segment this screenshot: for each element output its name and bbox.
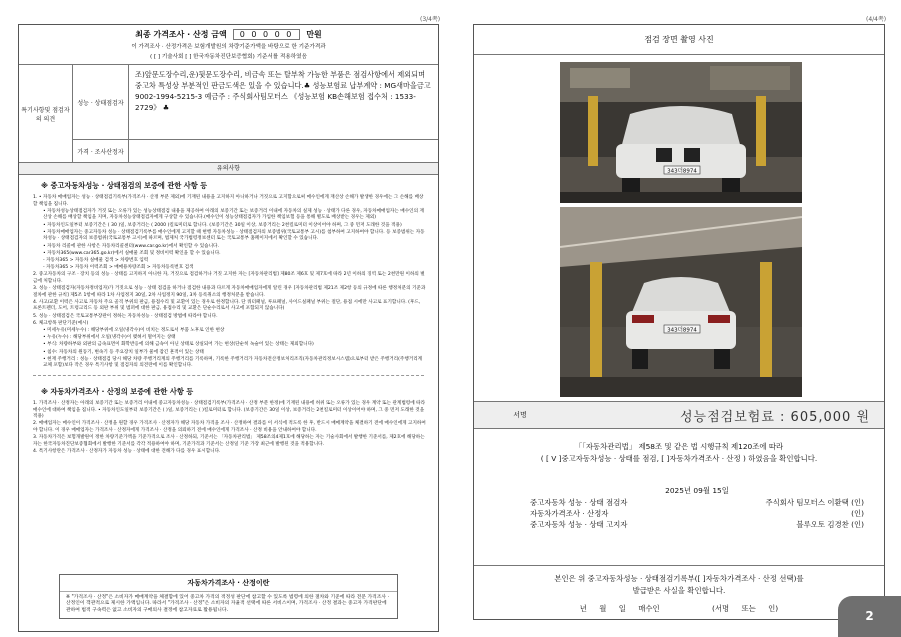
signature-fee-row (474, 401, 884, 429)
list-item: • 누유(누수) : 해당부위에서 오일(냉각수)이 맺혀서 떨어지는 상태 (43, 335, 176, 341)
price-assessor-label: 가격 · 조사산정자 (73, 140, 129, 162)
receipt-line-1: 본인은 위 중고자동차성능 · 상태점검기록부([ ]자동차가격조사 · 산정 선택)를 (554, 574, 804, 583)
list-item: 6. 체크항목 판단기준(예시) (33, 320, 89, 326)
list-item: 3. 자동차가격은 보험개발원이 정한 차량기준가액을 기준가격으로 조사 · 산정하되, 기준서는 「자동차관리법」 제58조의4제1호에 해당하는 자는 기술사회에서 발행한 기준서를, 제2호에 해당하는 자는 한국자동차진단보증협회에서 발행한 기준서를 각각 적용하여야 하며, 기준가격과 기준서는 산정일 기준 가장 최근에 발행된 것을 적용합니다. (33, 435, 425, 447)
inspection-photo-front (560, 62, 802, 203)
basis-line-2: ( [ ] 기술사회 [ ] 한국자동차진단보증협회) 기준서를 적용하였음 (149, 54, 307, 60)
car-front-image (560, 62, 802, 203)
info-box-title: 자동차가격조사 · 산정이란 (60, 575, 397, 592)
inspector-opinion-text: 조)앞문도장수리,운)뒷문도장수리, 비금속 또는 탈부착 가능한 부품은 점검사항에서 제외되며 중고차 특성상 부분적인 판금도색은 있을 수 있습니다.♣ 성능보험료 납부계약 : MG새마을금고 9002-1994-5215-3 예금주 : 주식회사팀모터스 《성능보험 KB손해보험 접수처 : 1533-2729》 ♣ (135, 70, 431, 112)
receipt-line-2: 발급받은 사실을 확인합니다. (632, 586, 726, 595)
list-item: 5. 성능 · 상태점검은 국토교통부장관이 정하는 자동차성능 · 상태점검 방법에 따라야 합니다. (33, 313, 218, 319)
list-item: • 자동차365(www.car365.go.kr)에서 실매물 조회 및 정비이력 확인을 할 수 있습니다. (43, 250, 221, 256)
list-item: 2. 중고자동차의 구조 · 장치 등의 성능 · 상태를 고지하지 아니한 자, 거짓으로 점검하거나 거짓 고지한 자는 [자동차관리법] 제80조 제6호 및 제7호에 따라 2년 이하의 징역 또는 2천만원 이하의 벌금에 처합니다. (33, 272, 425, 284)
signer2-role: 자동차가격조사 · 산정자 (530, 509, 609, 518)
right-document-page (473, 24, 885, 620)
signature-label: 서명 (513, 411, 527, 419)
page-number-badge: 2 (838, 596, 901, 637)
confirmation-line-1: 「「자동차관리법」 제58조 및 같은 법 시행규칙 제120조에 따라 (574, 442, 784, 451)
list-item: • 현재 주행거리 : 성능 · 상태점검 당시 해당 차량 주행거리계의 주행거리를 기록하며, 기록한 주행거리가 자동차전산정보처리조직(자동차관리정보시스템)으로부터 받은 주행거리(주행거리계 교체 포함)보다 작은 경우 특기사항 및 점검자의 의견란에 이를 확인합니다. (43, 356, 423, 369)
signer2-name: (인) (851, 509, 864, 518)
confirmation-line-2: ( [ V ]중고자동차성능 · 상태를 점검, [ ]자동차가격조사 · 산정 ) 하였음을 확인합니다. (540, 454, 818, 463)
list-item: • 부식: 차량하부와 외판의 금속표면이 화학반응에 의해 금속이 아닌 상태로 상실되어 가는 현상(단순히 녹슬어 있는 상태는 제외합니다) (43, 342, 314, 348)
inspection-photo-rear (560, 207, 802, 397)
signer1-name: 주식회사 팀모터스 이환택 (인) (765, 498, 864, 507)
insurance-fee-text: 성능점검보험료 : 605,000 원 (680, 409, 870, 425)
front-plate-text: 343더8974 (667, 168, 697, 175)
car-rear-image (560, 207, 802, 397)
list-item: - 자동차365 > 자동차 이력조회 > 매매용차량조회 > 자동차등록번호 검색 (43, 265, 194, 271)
final-price-title: 최종 가격조사 · 산정 금액 (135, 30, 227, 39)
buyer-date-label: 년 월 일 매수인 (579, 604, 660, 613)
info-box-text: ※ "가격조사 · 산정"은 소비자가 매매계약을 체결함에 있어 중고차 가격의 적정성 판단에 참고할 수 있도록 법령에 의한 절차와 기준에 따라 전문 가격조사 · 산정인이 객관적으로 제시한 가액입니다. 따라서 "가격조사 · 산정"은 소비자의 자율적 선택에 따른 서비스이며, 가격조사 · 산정 결과는 중고자 가격판단에 관하여 법적 구속력은 없고 소비자의 구매의사 결정에 참고자료로 활용됩니다. (66, 594, 390, 614)
divider (33, 375, 424, 376)
divider (474, 565, 884, 566)
list-item: 4. 사고/교환 이력은 사고로 자동차 주요 골격 부위의 판금, 용접수리 및 교환이 있는 경우로 한정합니다. 단 쿼터패널, 루프패널, 사이드실패널 부위는 절단, 용접 시에만 사고로 표기합니다. (후드, 프론트펜더, 도어, 트렁크리드 등 외판 부위 및 범퍼에 대한 판금, 용접수리 및 교환은 단순수리로서 사고에 포함되지 않습니다) (33, 299, 421, 312)
list-item: 3. 성능 · 상태점검자(자동차정비업자)가 거짓으로 성능 · 상태 점검을 하거나 점검한 내용과 다르게 자동차매매업자에게 알린 경우 [자동차관리법 제21조 제2항 등의 규정에 따른 행정처분의 기준과 절차에 관한 규칙] 제5조 1항에 따라 1차 사업정지 30일, 2차 사업정지 90일, 3차 등록취소의 행정처분을 받습니다. (33, 286, 426, 298)
section2-title: ※ 자동차가격조사 · 산정의 보증에 관한 사항 등 (41, 386, 194, 396)
signers-block (530, 485, 864, 530)
receipt-confirmation (474, 573, 884, 597)
left-page-number: (3/4쪽) (420, 16, 441, 23)
section2-list (19, 401, 438, 456)
price-assessor-opinion (129, 140, 438, 162)
list-item: • 자동차인도일부터 보증기간은 ( 30 )일, 보증거리는 ( 2000 )킬로미터로 합니다. (보증기간은 30일 이상, 보증거리는 2천킬로미터 이상이어야 하며, 그 중 먼저 도래한 것을 적용) (43, 222, 402, 228)
inspector-label: 성능 · 상태점검자 (73, 65, 129, 139)
list-item: - 자동차365 > 자동차 실매물 검색 > 차량번호 입력 (43, 257, 149, 263)
list-item: • 자동차매매업자는 중고자동차 성능 · 상태점검기록부를 매수인에게 고지할 때 현행 자동차성능 · 상태점검자의 보증범위(국토교통부 고시)를 첨부하여 고지하여야 합니다. 등 보증범위는 자동차성능 · 상태점검자의 보증범위(국토교통부 고시)에 따르며, 법제처 국가법령정보센터 또는 국토교통부 홈페이지에서 확인할 수 있습니다. (43, 229, 425, 242)
special-notes-section (19, 65, 438, 163)
notice-title: 유의사항 (19, 163, 438, 175)
left-document-page (18, 24, 439, 632)
basis-line-1: 이 가격조사 · 산정가격은 보험개발원의 차량기준가액을 바탕으로 한 기준가격과 (131, 44, 326, 50)
signer3-name: 블루오토 김경찬 (인) (796, 520, 864, 529)
list-item: 2. 매매업자는 매수인이 가격조사 · 산정을 원할 경우 가격조사 · 산정자가 해당 자동차 가격을 조사 · 산정하여 결과를 이 서식에 적도록 한 후, 반드시 매매계약을 체결하기 전에 매수인에게 고지하여야 합니다. 이 경우 매매업자는 가격조사 · 산정자에게 가격조사 · 산정을 의뢰하기 전에 매수인에게 가격조사 · 산정 비용을 안내하여야 합니다. (33, 421, 426, 433)
special-notes-label: 특기사항및 점검자의 의견 (19, 65, 73, 162)
section1-title: ※ 중고자동차성능 · 상태점검의 보증에 관한 사항 등 (41, 181, 208, 190)
final-amount-unit: 만원 (306, 30, 322, 39)
list-item: • 미세누유(미세누수) : 해당부위에 오일(냉각수)이 비치는 정도로서 부품 노후로 인한 현상 (43, 328, 225, 333)
confirmation-statement (474, 441, 884, 465)
buyer-sign-line (474, 603, 884, 614)
photo-section-title: 점검 장면 촬영 사진 (474, 25, 884, 55)
list-item: 1. • 자동차 매매업자는 성능 · 상태점검기록부(가격조사 · 산정 부분 제외)에 기재된 내용을 고지하지 아니하거나 거짓으로 고지함으로써 매수인에게 재산상 손해가 발생한 경우에는 그 손해를 배상할 책임을 집니다. (33, 195, 424, 207)
list-item: • 침수: 자동차의 원동기, 변속기 등 주요장치 일부가 물에 잠긴 흔적이 있는 상태 (43, 349, 204, 355)
signer1-role: 중고자동차 성능 · 상태 점검자 (530, 498, 628, 507)
right-page-number: (4/4쪽) (866, 16, 887, 23)
buyer-sign-label: (서명 또는 인) (712, 604, 779, 613)
list-item: • 자동차 리콜에 관한 사항은 자동차리콜센터(www.car.go.kr)에서 확인할 수 있습니다. (43, 243, 219, 249)
issue-date: 2025년 09월 15일 (665, 486, 729, 495)
list-item: 1. 가격조사 · 산정자는 아래의 보증기간 또는 보증거리 이내에 중고자동차성능 · 상태점검기록부(가격조사 · 산정 부분 한정)에 기재된 내용에 허위 또는 오류가 있는 경우 계약 또는 관계법령에 따라 매수인에 대하여 책임을 집니다. • 자동차인도일부터 보증기간은 ( )일, 보증거리는 ( )킬로미터로 합니다. (보증기간은 30일 이상, 보증거리는 2천킬로미터 이상이어야 하며, 그 중 먼저 도래한 것을 적용) (33, 400, 426, 420)
rear-plate-text: 343더8974 (667, 327, 697, 334)
final-price-section (19, 25, 438, 65)
section1-list (19, 195, 438, 370)
final-amount-value: 0 0 0 0 0 (233, 29, 301, 40)
signer3-role: 중고자동차 성능 · 상태 고지자 (530, 520, 628, 529)
price-assessment-info-box (59, 574, 398, 619)
list-item: 4. 특기사항란은 가격조사 · 산정자가 자동차 성능 · 상태에 대한 견해가 다를 경우 표시합니다. (33, 448, 221, 454)
list-item: • 자동차성능상태점검자가 거짓 또는 오류가 있는 성능상태점검 내용을 제공하여 아래의 보증기간 또는 보증거리 이내에 자동차의 실제 성능 · 상태가 다른 경우, 자동차매매업자는 매수인의 재산상 손해를 배상할 책임을 지며, 자동차성능상태점검자에게 구상할 수 있습니다.(매수인이 성능상태점검자가 가입한 책임보험 등을 통해 별도로 배상받는 경우는 제외) (43, 208, 424, 221)
